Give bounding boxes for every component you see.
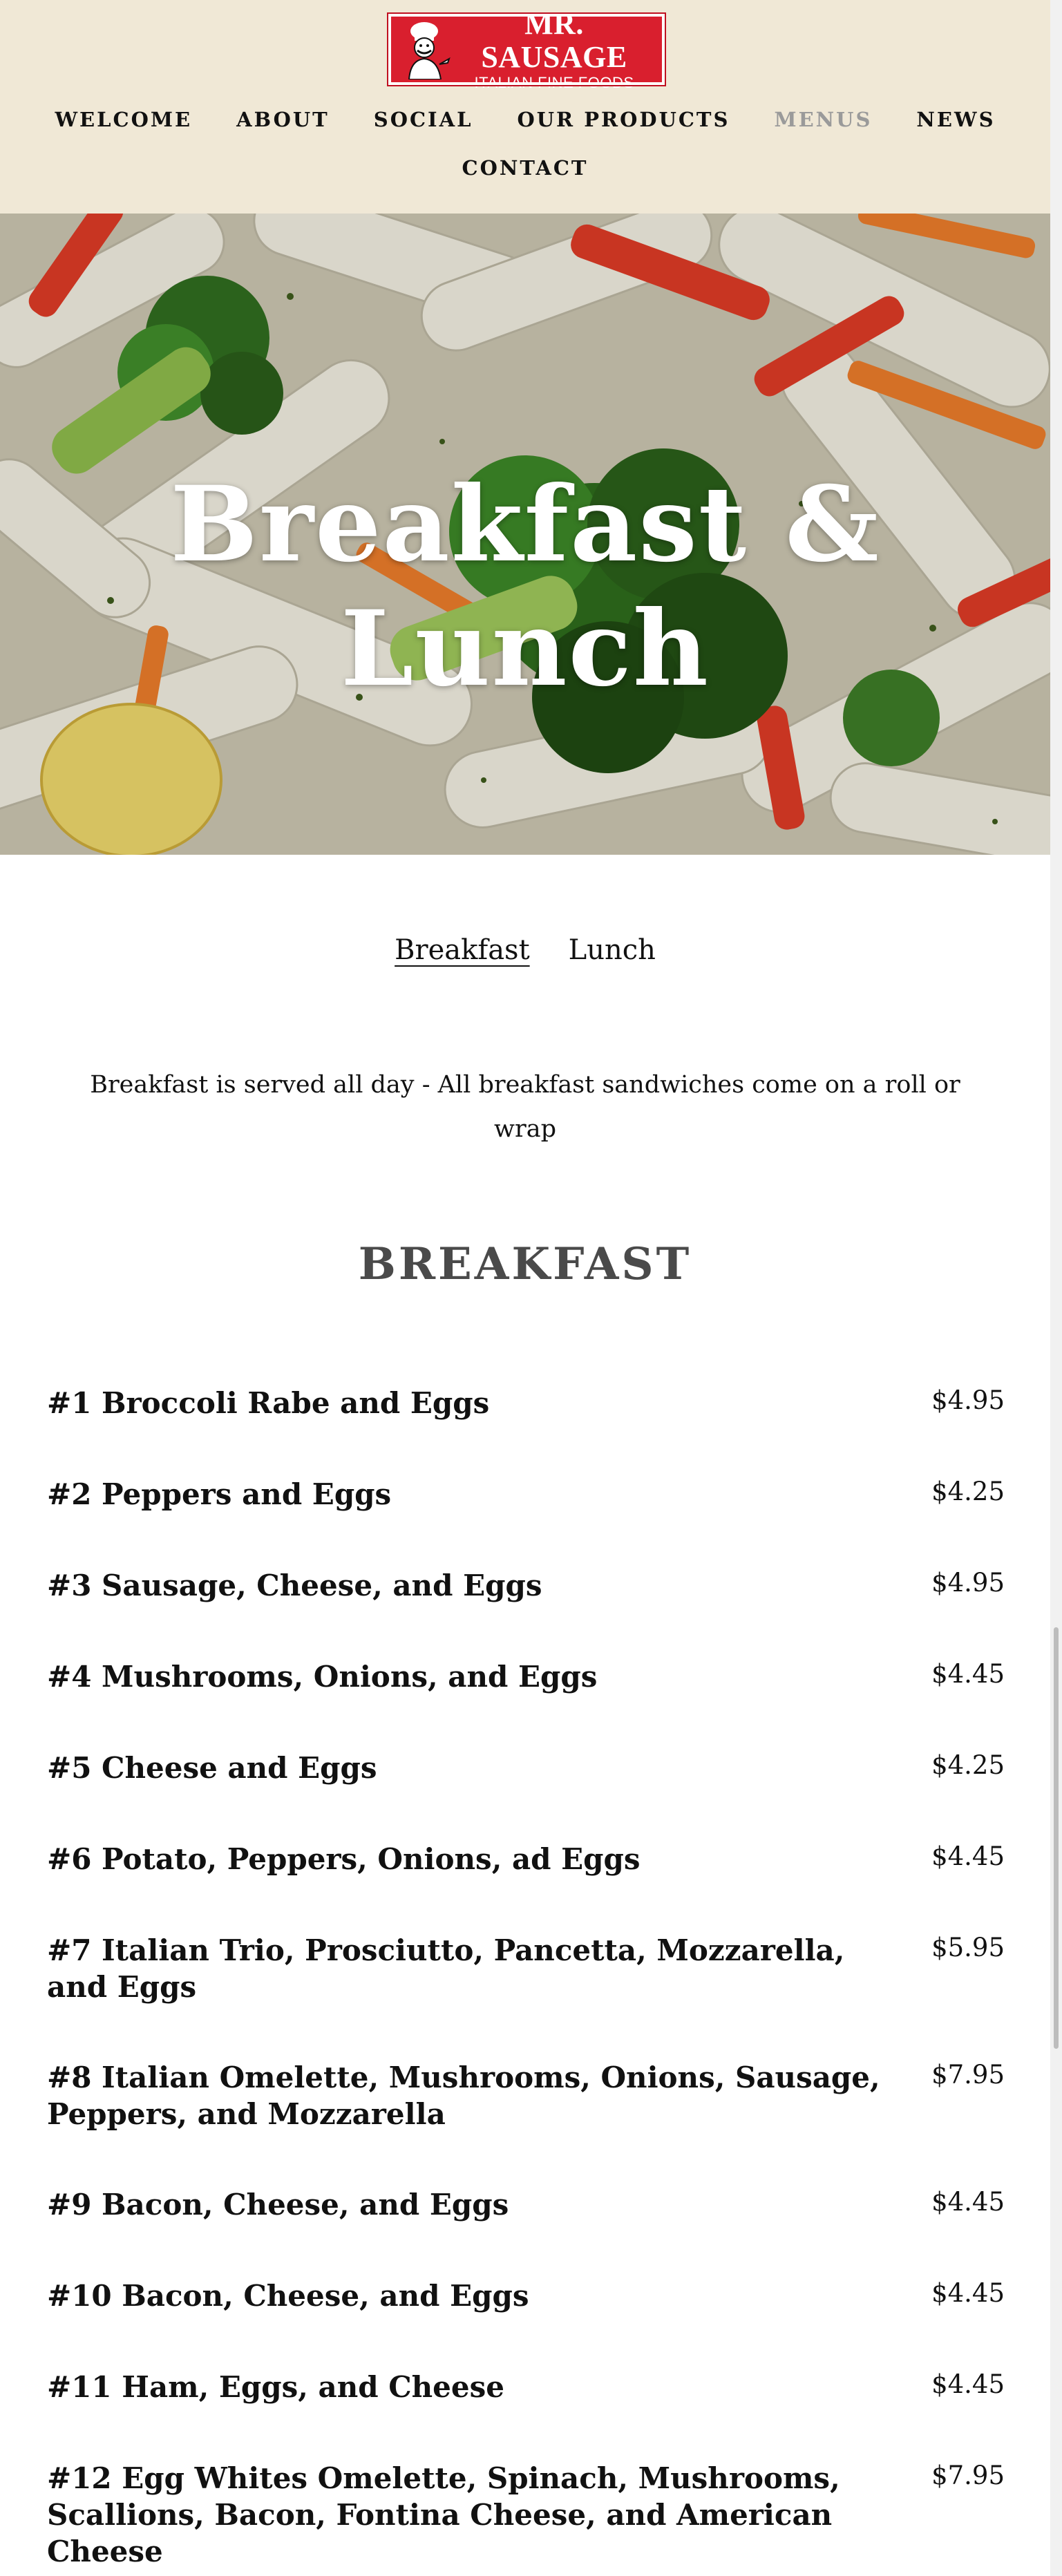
menu-item-name: #1 Broccoli Rabe and Eggs (47, 1386, 490, 1420)
menu-item-price: $4.25 (931, 1750, 1005, 1780)
menu-item-price: $4.45 (931, 2369, 1005, 2399)
menu-item-name: #10 Bacon, Cheese, and Eggs (47, 2279, 529, 2313)
menu-item-name: #6 Potato, Peppers, Onions, ad Eggs (47, 1842, 641, 1876)
site-header (0, 0, 1050, 214)
menu-item-price: $4.45 (931, 2278, 1005, 2308)
menu-item-name: #9 Bacon, Cheese, and Eggs (47, 2188, 509, 2222)
menu-item-name: #7 Italian Trio, Prosciutto, Pancetta, Mozzarella, and Eggs (47, 1933, 845, 2004)
menu-item-name: #11 Ham, Eggs, and Cheese (47, 2370, 504, 2404)
nav-news[interactable]: NEWS (916, 108, 996, 131)
page-scrollbar[interactable] (1050, 0, 1062, 2576)
menu-item-price: $5.95 (931, 1933, 1005, 1962)
menu-item-price: $4.45 (931, 1841, 1005, 1871)
chef-mascot-icon (398, 20, 452, 79)
menu-item-name: #12 Egg Whites Omelette, Spinach, Mushrooms, Scallions, Bacon, Fontina Cheese, and American Cheese (47, 2461, 840, 2568)
menu-item-price: $4.95 (931, 1385, 1005, 1415)
menu-item-price: $7.95 (931, 2461, 1005, 2490)
nav-about[interactable]: ABOUT (236, 108, 330, 131)
menu-tabs (0, 934, 1050, 966)
menu-item-price: $7.95 (931, 2060, 1005, 2090)
tab-lunch[interactable]: Lunch (568, 934, 656, 966)
menu-item-name: #2 Peppers and Eggs (47, 1477, 392, 1511)
menu-item-price: $4.25 (931, 1477, 1005, 1506)
nav-welcome[interactable]: WELCOME (55, 108, 193, 131)
logo-title: MR. SAUSAGE (481, 6, 627, 74)
nav-social[interactable]: SOCIAL (373, 108, 473, 131)
nav-contact[interactable]: CONTACT (462, 156, 589, 180)
scrollbar-thumb[interactable] (1054, 1627, 1059, 2049)
main-nav (0, 108, 1050, 131)
hero-title: Breakfast & Lunch (170, 464, 880, 710)
section-title: BREAKFAST (358, 1238, 692, 1290)
menu-item-name: #8 Italian Omelette, Mushrooms, Onions, Sausage, Peppers, and Mozzarella (47, 2061, 880, 2131)
menu-item-price: $4.45 (931, 2187, 1005, 2217)
main-nav-row-2 (0, 156, 1050, 180)
menu-item-name: #3 Sausage, Cheese, and Eggs (47, 1569, 542, 1602)
logo-tagline: ITALIAN FINE FOODS (474, 73, 634, 91)
menu-intro-text: Breakfast is served all day - All breakfast sandwiches come on a roll or wrap (90, 1071, 960, 1143)
tab-breakfast[interactable]: Breakfast (395, 934, 530, 966)
menu-item-name: #4 Mushrooms, Onions, and Eggs (47, 1660, 598, 1694)
nav-our-products[interactable]: OUR PRODUCTS (517, 108, 730, 131)
menu-item-name: #5 Cheese and Eggs (47, 1751, 377, 1785)
hero-banner (0, 214, 1050, 855)
menu-item-price: $4.45 (931, 1659, 1005, 1689)
nav-menus[interactable]: MENUS (774, 108, 873, 131)
menu-item-price: $4.95 (931, 1568, 1005, 1598)
site-logo[interactable] (388, 6, 665, 91)
